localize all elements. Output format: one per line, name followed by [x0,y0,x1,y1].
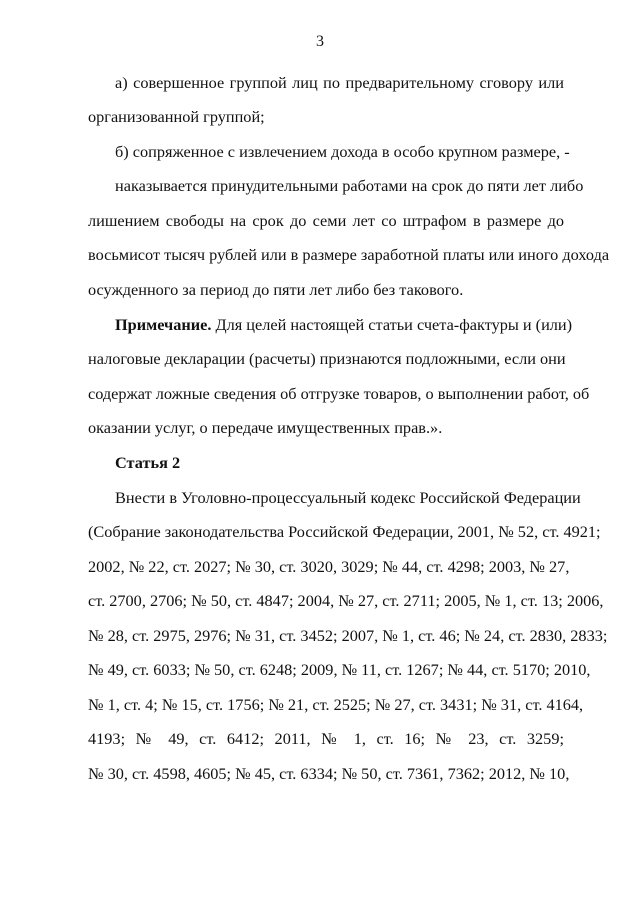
note-line-1 [115,314,573,336]
note-label: Примечание. [115,315,212,334]
penalty-line-1: наказывается принудительными работами на срок до пяти лет либо [115,176,584,195]
article-2-line-5: № 28, ст. 2975, 2976; № 31, ст. 3452; 2007, № 1, ст. 46; № 24, ст. 2830, 2833; [88,626,608,645]
note-line-2: налоговые декларации (расчеты) признаются подложными, если они [88,349,566,368]
page-number: 3 [316,33,324,50]
article-2-line-6: № 49, ст. 6033; № 50, ст. 6248; 2009, № 11, ст. 1267; № 44, ст. 5170; 2010, [88,660,591,679]
article-2-line-4: ст. 2700, 2706; № 50, ст. 4847; 2004, № 27, ст. 2711; 2005, № 1, ст. 13; 2006, [88,591,604,610]
penalty-line-3: восьмисот тысяч рублей или в размере заработной платы или иного дохода [88,245,610,264]
article-2-line-9: № 30, ст. 4598, 4605; № 45, ст. 6334; № 50, ст. 7361, 7362; 2012, № 10, [88,764,570,783]
item-b: б) сопряженное с извлечением дохода в особо крупном размере, - [115,142,570,161]
article-2-line-7: № 1, ст. 4; № 15, ст. 1756; № 21, ст. 2525; № 27, ст. 3431; № 31, ст. 4164, [88,695,584,714]
article-2-line-8: 4193; № 49, ст. 6412; 2011, № 1, ст. 16; № 23, ст. 3259; [88,729,564,748]
article-2-line-1: Внести в Уголовно-процессуальный кодекс Российской Федерации [115,488,581,507]
article-2-heading: Статья 2 [115,453,181,472]
article-2-line-3: 2002, № 22, ст. 2027; № 30, ст. 3020, 3029; № 44, ст. 4298; 2003, № 27, [88,557,570,576]
note-line-4: оказании услуг, о передаче имущественных прав.». [88,418,443,437]
article-2-line-2: (Собрание законодательства Российской Федерации, 2001, № 52, ст. 4921; [88,522,601,541]
note-line-3: содержат ложные сведения об отгрузке товаров, о выполнении работ, об [88,384,590,403]
penalty-line-4: осужденного за период до пяти лет либо без такового. [88,280,464,299]
penalty-line-2: лишением свободы на срок до семи лет со штрафом в размере до [88,211,564,230]
item-a-line-2: организованной группой; [88,107,265,126]
item-a-line-1: а) совершенное группой лиц по предварительному сговору или [115,73,564,92]
note-line-1-text: Для целей настоящей статьи счета-фактуры и (или) [215,315,573,334]
